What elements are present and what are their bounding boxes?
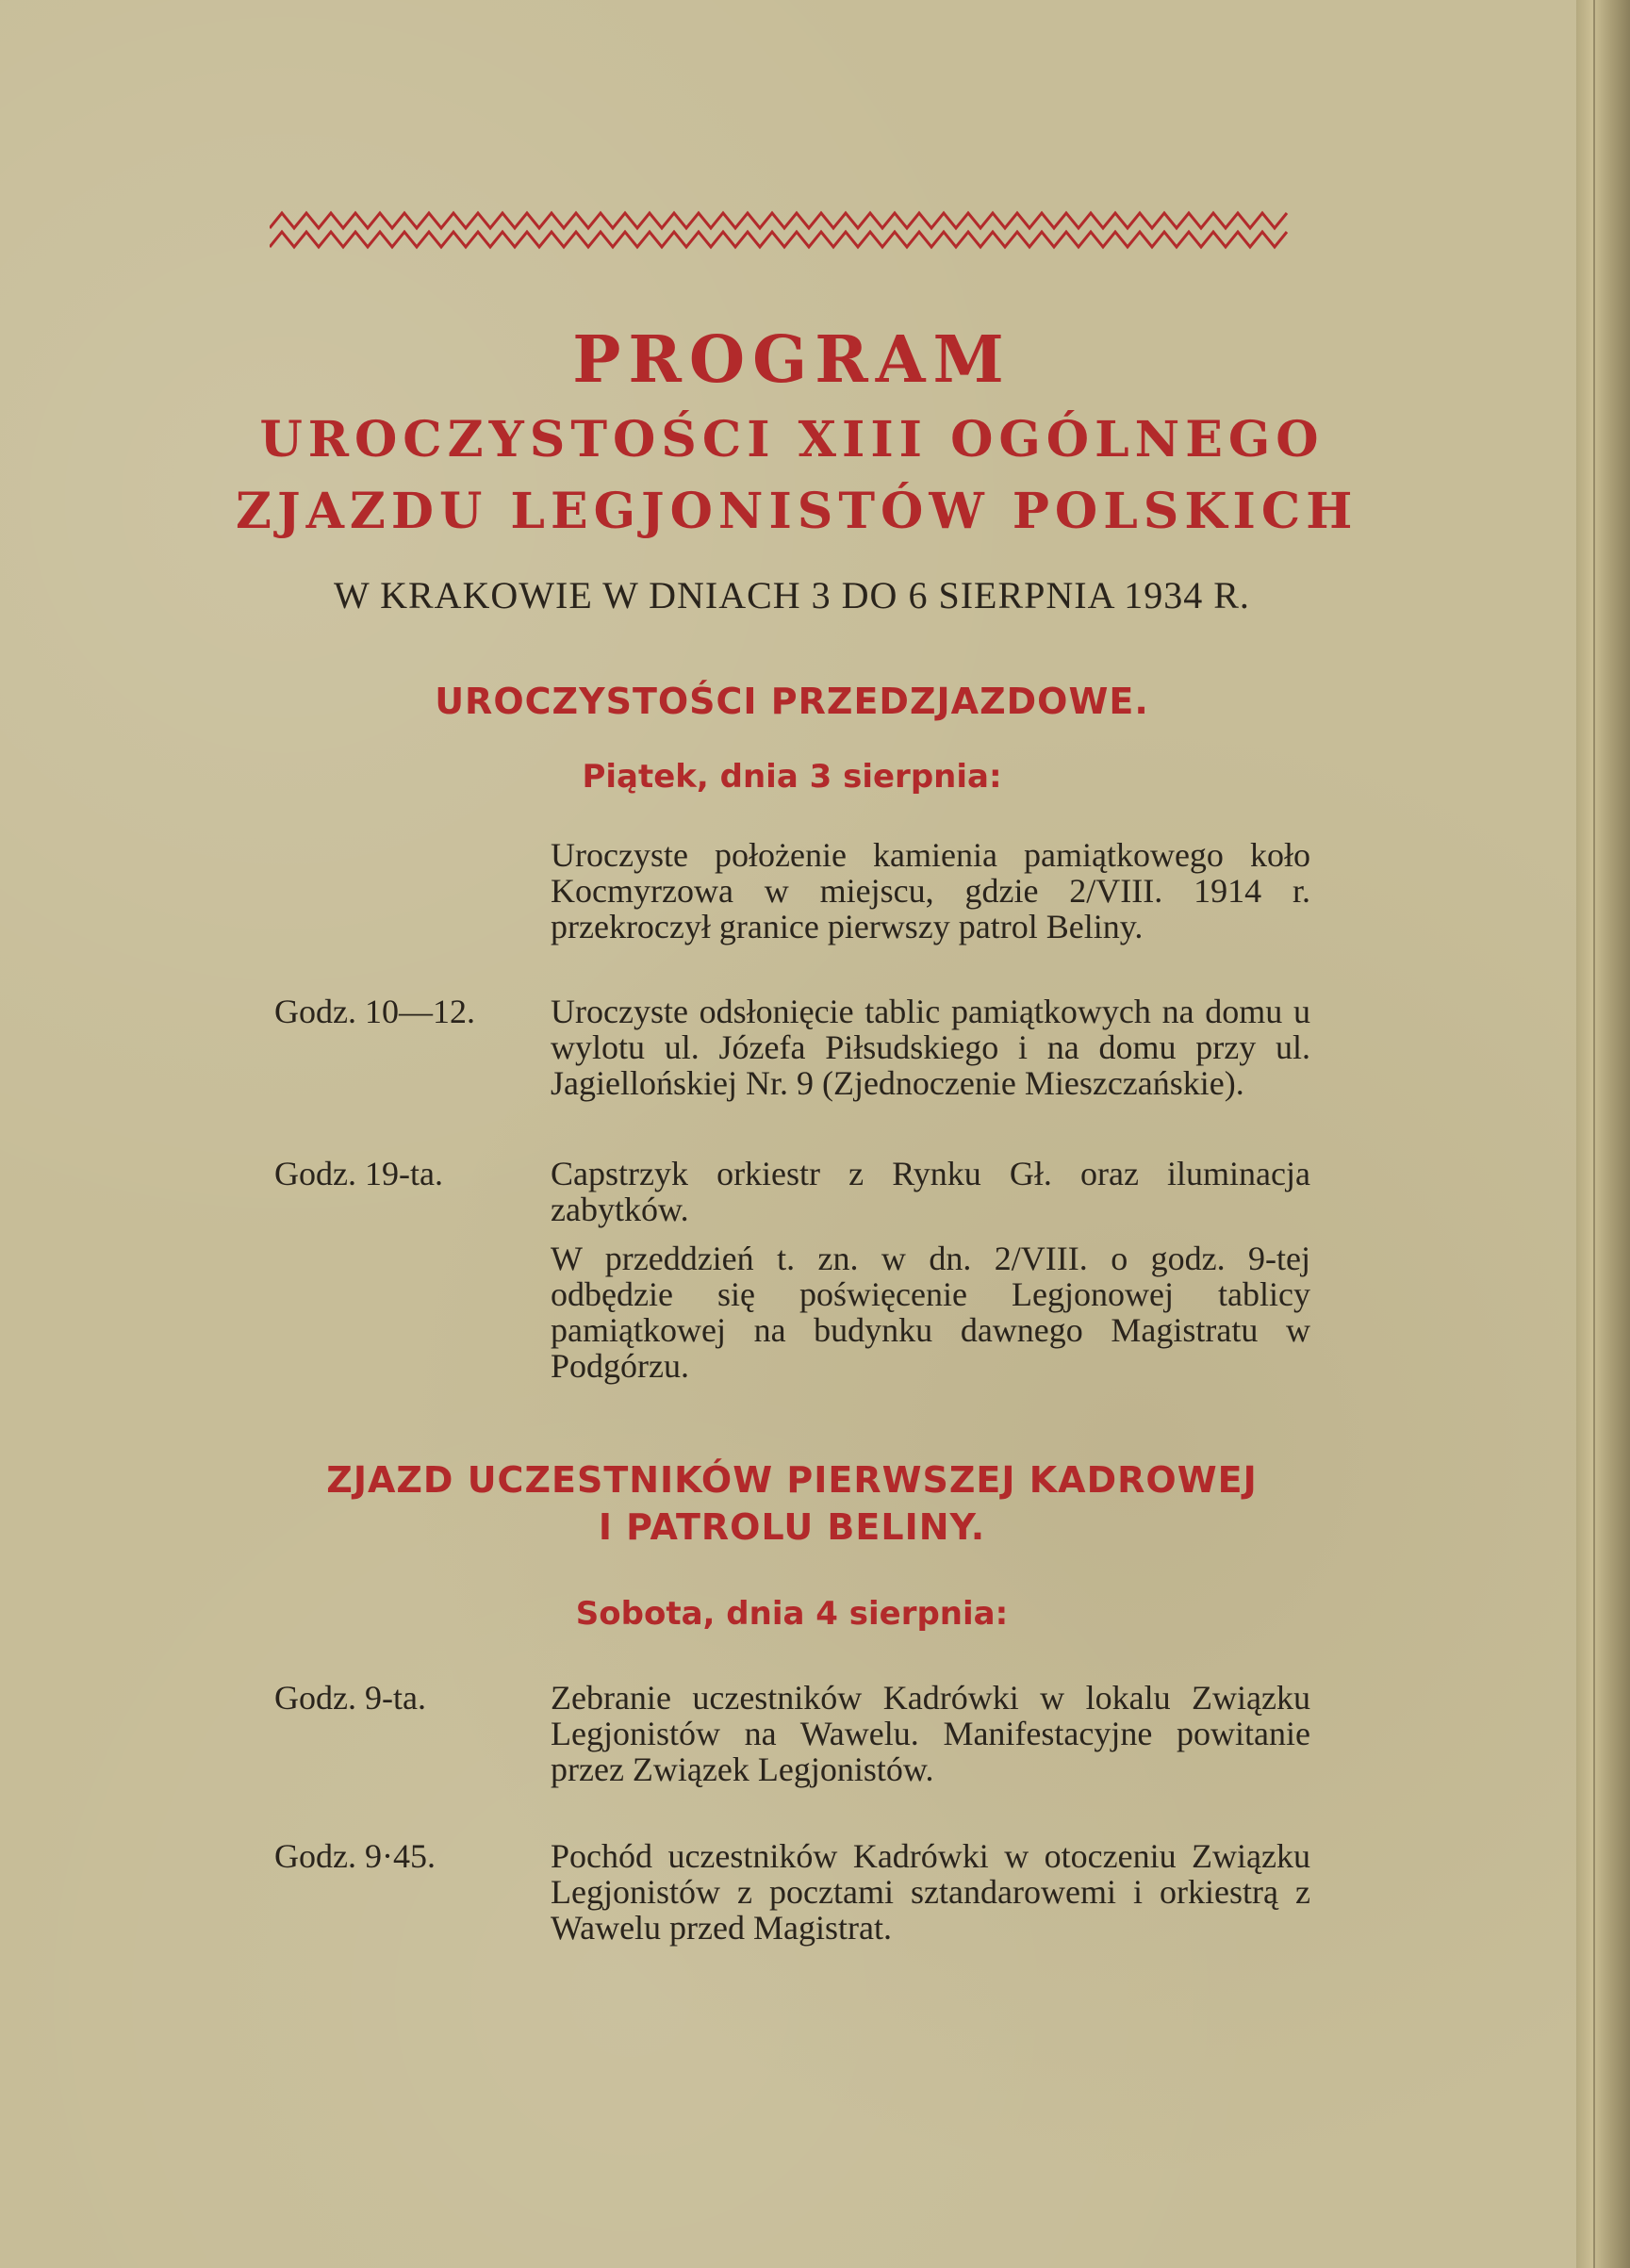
entry-description: Zebranie uczestników Kadrówki w lokalu Związku Legjonistów na Wawelu. Manifestacyjne powitanie przez Związek Legjonistów.	[551, 1679, 1310, 1788]
entry-description: W przeddzień t. zn. w dn. 2/VIII. o godz. 9-tej odbędzie się poświęcenie Legjonowej tablicy pamiątkowej na budynku dawnego Magistratu w Podgórzu.	[551, 1240, 1310, 1385]
day-heading-friday: Piątek, dnia 3 sierpnia:	[582, 758, 1002, 796]
title-line-2: ZJAZDU LEGJONISTÓW POLSKICH	[236, 483, 1358, 540]
program-title: PROGRAM	[572, 322, 1012, 398]
program-subtitle: W KRAKOWIE W DNIACH 3 DO 6 SIERPNIA 1934 R.	[334, 574, 1250, 616]
entry-description: Pochód uczestników Kadrówki w otoczeniu Związku Legjonistów z pocztami sztandarowemi i orkiestrą z Wawelu przed Magistrat.	[551, 1837, 1310, 1947]
entry-description: Capstrzyk orkiestr z Rynku Gł. oraz iluminacja zabytków.	[551, 1155, 1310, 1228]
entry-time: Godz. 19-ta.	[274, 1155, 443, 1192]
page-edge-line	[1593, 0, 1595, 2268]
title-line-1: UROCZYSTOŚCI XIII OGÓLNEGO	[259, 411, 1325, 468]
section-heading-cadre-congress-line-2: I PATROLU BELINY.	[598, 1506, 986, 1548]
day-heading-saturday: Sobota, dnia 4 sierpnia:	[575, 1595, 1009, 1633]
entry-time: Godz. 9-ta.	[274, 1679, 426, 1717]
entry-time: Godz. 9·45.	[274, 1837, 436, 1875]
section-heading-pre-congress: UROCZYSTOŚCI PRZEDZJAZDOWE.	[435, 681, 1149, 722]
entry-time: Godz. 10—12.	[274, 993, 475, 1030]
entry-description: Uroczyste odsłonięcie tablic pamiątkowych na domu u wylotu ul. Józefa Piłsudskiego i na domu przy ul. Jagiellońskiej Nr. 9 (Zjednoczenie Mieszczańskie).	[551, 993, 1310, 1102]
zigzag-ornament	[270, 209, 1297, 251]
entry-description: Uroczyste położenie kamienia pamiątkowego koło Kocmyrzowa w miejscu, gdzie 2/VIII. 1914 r. przekroczył granice pierwszy patrol Beliny.	[551, 836, 1310, 945]
section-heading-cadre-congress: ZJAZD UCZESTNIKÓW PIERWSZEJ KADROWEJ	[326, 1459, 1258, 1501]
page-edge	[1576, 0, 1630, 2268]
